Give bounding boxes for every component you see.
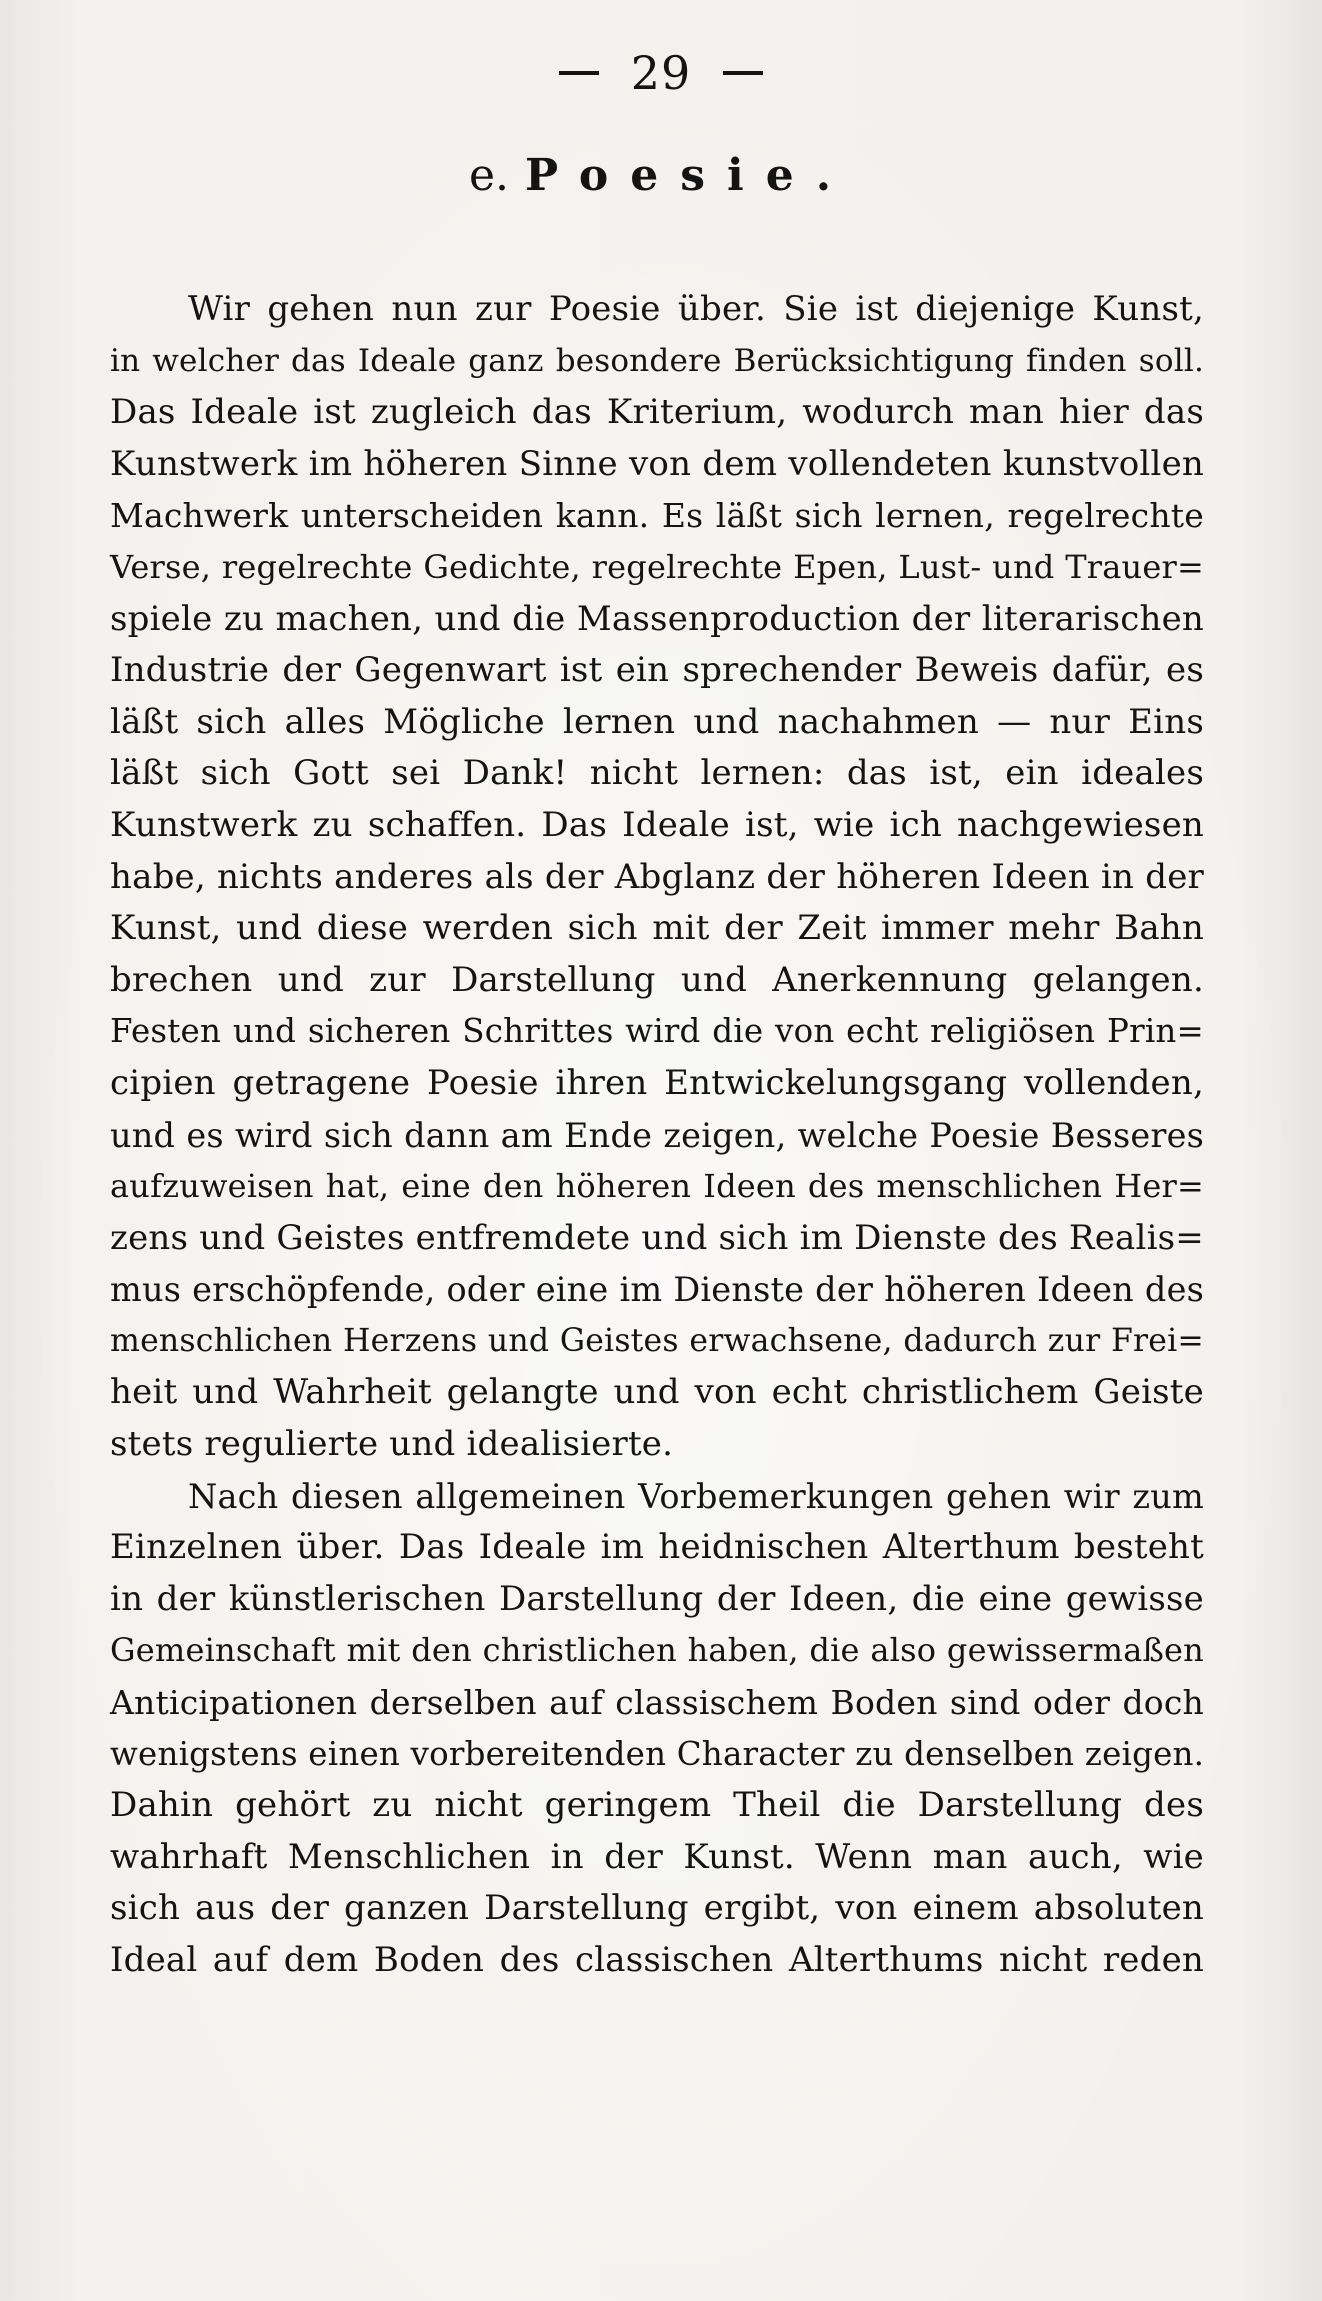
text-line: in der künstlerischen Darstellung der Ideen, die eine gewisse bbox=[110, 1578, 1204, 1619]
text-line: wahrhaft Menschlichen in der Kunst. Wenn man auch, wie bbox=[110, 1836, 1204, 1877]
text-line: Kunst, und diese werden sich mit der Zeit immer mehr Bahn bbox=[110, 908, 1204, 949]
text-line: Industrie der Gegenwart ist ein sprechender Beweis dafür, es bbox=[110, 650, 1204, 691]
page-header bbox=[0, 38, 1322, 108]
text-line: sich aus der ganzen Darstellung ergibt, von einem absoluten bbox=[110, 1888, 1204, 1929]
page-number: 29 bbox=[630, 46, 692, 100]
text-line: Nach diesen allgemeinen Vorbemerkungen gehen wir zum bbox=[188, 1476, 1204, 1516]
text-line: Machwerk unterscheiden kann. Es läßt sich lernen, regelrechte bbox=[110, 496, 1204, 536]
text-line: Festen und sicheren Schrittes wird die von echt religiösen Prin= bbox=[110, 1012, 1204, 1051]
text-line: aufzuweisen hat, eine den höheren Ideen des menschlichen Her= bbox=[110, 1167, 1204, 1206]
text-line: läßt sich Gott sei Dank! nicht lernen: das ist, ein ideales bbox=[110, 753, 1204, 794]
section-letter: e. bbox=[468, 150, 509, 201]
text-line: heit und Wahrheit gelangte und von echt christlichem Geiste bbox=[110, 1372, 1204, 1413]
section-heading bbox=[0, 150, 1322, 201]
header-dash-left bbox=[559, 71, 599, 75]
text-line: Das Ideale ist zugleich das Kriterium, wodurch man hier das bbox=[110, 392, 1204, 433]
text-line: Verse, regelrechte Gedichte, regelrechte Epen, Lust- und Trauer= bbox=[110, 547, 1204, 586]
text-line: und es wird sich dann am Ende zeigen, welche Poesie Besseres bbox=[110, 1115, 1204, 1155]
text-line: Dahin gehört zu nicht geringem Theil die Darstellung des bbox=[110, 1785, 1204, 1826]
section-title: Poesie. bbox=[524, 150, 854, 201]
text-line: menschlichen Herzens und Geistes erwachsene, dadurch zur Frei= bbox=[110, 1322, 1204, 1359]
text-line: Einzelnen über. Das Ideale im heidnischen Alterthum besteht bbox=[110, 1527, 1204, 1568]
text-line: cipien getragene Poesie ihren Entwickelungsgang vollenden, bbox=[110, 1062, 1204, 1103]
text-line: in welcher das Ideale ganz besondere Berücksichtigung finden soll. bbox=[110, 342, 1204, 379]
header-dash-right bbox=[723, 71, 763, 75]
text-line: Wir gehen nun zur Poesie über. Sie ist diejenige Kunst, bbox=[188, 289, 1204, 329]
text-line: wenigstens einen vorbereitenden Character zu denselben zeigen. bbox=[110, 1734, 1205, 1773]
text-line: habe, nichts anderes als der Abglanz der höheren Ideen in der bbox=[110, 856, 1204, 897]
text-line: läßt sich alles Mögliche lernen und nachahmen — nur Eins bbox=[110, 701, 1204, 742]
text-line: zens und Geistes entfremdete und sich im Dienste des Realis= bbox=[110, 1217, 1204, 1258]
text-line: Kunstwerk zu schaffen. Das Ideale ist, wie ich nachgewiesen bbox=[110, 804, 1204, 845]
text-line: Anticipationen derselben auf classischem Boden sind oder doch bbox=[110, 1683, 1204, 1723]
text-line: stets regulierte und idealisierte. bbox=[110, 1424, 674, 1465]
text-line: brechen und zur Darstellung und Anerkennung gelangen. bbox=[110, 959, 1204, 1000]
text-line: Ideal auf dem Boden des classischen Alterthums nicht reden bbox=[110, 1940, 1204, 1980]
text-line: mus erschöpfende, oder eine im Dienste der höheren Ideen des bbox=[110, 1270, 1204, 1310]
text-line: spiele zu machen, und die Massenproduction der literarischen bbox=[110, 598, 1204, 639]
body-text bbox=[110, 284, 1204, 1987]
text-line: Kunstwerk im höheren Sinne von dem vollendeten kunstvollen bbox=[110, 443, 1204, 484]
text-line: Gemeinschaft mit den christlichen haben, die also gewissermaßen bbox=[110, 1631, 1204, 1670]
